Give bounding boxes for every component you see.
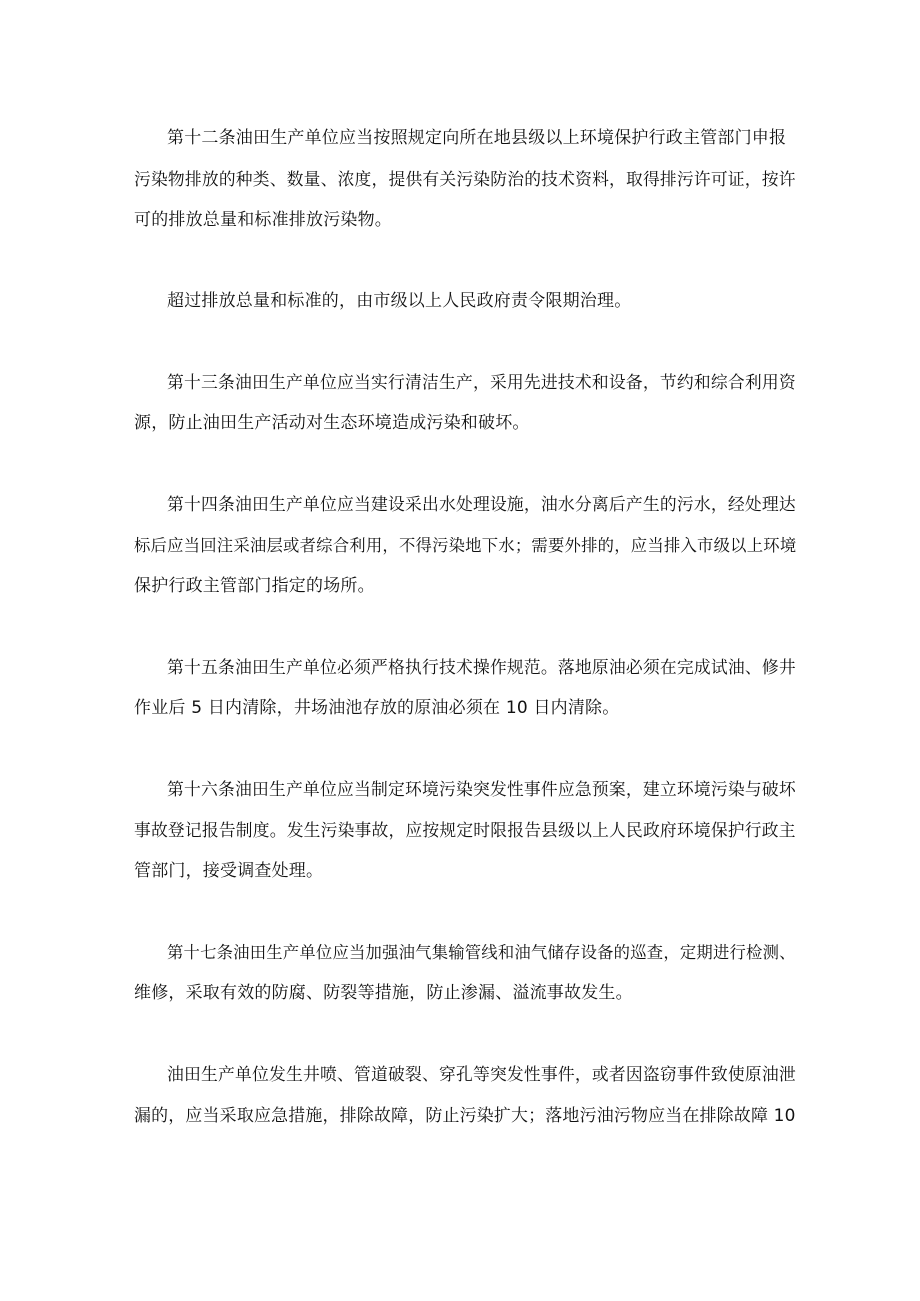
paragraph-line: 第十二条油田生产单位应当按照规定向所在地县级以上环境保护行政主管部门申报 xyxy=(167,128,787,148)
paragraph-line: 第十四条油田生产单位应当建设采出水处理设施，油水分离后产生的污水，经处理达 xyxy=(167,494,796,514)
paragraph-line: 第十六条油田生产单位应当制定环境污染突发性事件应急预案，建立环境污染与破坏 xyxy=(167,779,796,799)
paragraph-line: 保护行政主管部门指定的场所。 xyxy=(134,576,375,596)
paragraph-article-15 xyxy=(134,647,796,729)
paragraph-article-13 xyxy=(134,362,796,444)
paragraph-line: 管部门，接受调查处理。 xyxy=(134,861,324,881)
paragraph-article-16 xyxy=(134,769,796,892)
document-body xyxy=(134,118,796,1176)
paragraph-article-12 xyxy=(134,118,796,241)
paragraph-line: 第十五条油田生产单位必须严格执行技术操作规范。落地原油必须在完成试油、修井 xyxy=(167,657,796,677)
paragraph-article-17-continued xyxy=(134,1054,796,1136)
paragraph-article-12-continued xyxy=(134,281,796,322)
paragraph-line: 第十三条油田生产单位应当实行清洁生产，采用先进技术和设备，节约和综合利用资 xyxy=(167,372,796,392)
paragraph-line: 维修，采取有效的防腐、防裂等措施，防止渗漏、溢流事故发生。 xyxy=(134,983,633,1003)
paragraph-line: 事故登记报告制度。发生污染事故，应按规定时限报告县级以上人民政府环境保护行政主 xyxy=(134,820,796,840)
paragraph-line: 标后应当回注采油层或者综合利用，不得污染地下水；需要外排的，应当排入市级以上环境 xyxy=(134,536,797,555)
paragraph-article-17 xyxy=(134,932,796,1014)
paragraph-line: 漏的，应当采取应急措施，排除故障，防止污染扩大；落地污油污物应当在排除故障 10 xyxy=(134,1105,796,1125)
paragraph-article-14 xyxy=(134,484,796,607)
paragraph-line: 源，防止油田生产活动对生态环境造成污染和破坏。 xyxy=(134,413,530,433)
paragraph-line: 超过排放总量和标准的，由市级以上人民政府责令限期治理。 xyxy=(167,291,632,311)
paragraph-line: 第十七条油田生产单位应当加强油气集输管线和油气储存设备的巡查，定期进行检测、 xyxy=(167,943,796,962)
paragraph-line: 油田生产单位发生井喷、管道破裂、穿孔等突发性事件，或者因盗窃事件致使原油泄 xyxy=(167,1064,796,1084)
paragraph-line: 污染物排放的种类、数量、浓度，提供有关污染防治的技术资料，取得排污许可证，按许 xyxy=(134,169,796,189)
paragraph-line: 可的排放总量和标准排放污染物。 xyxy=(134,210,392,230)
paragraph-line: 作业后 5 日内清除，井场油池存放的原油必须在 10 日内清除。 xyxy=(134,698,620,718)
